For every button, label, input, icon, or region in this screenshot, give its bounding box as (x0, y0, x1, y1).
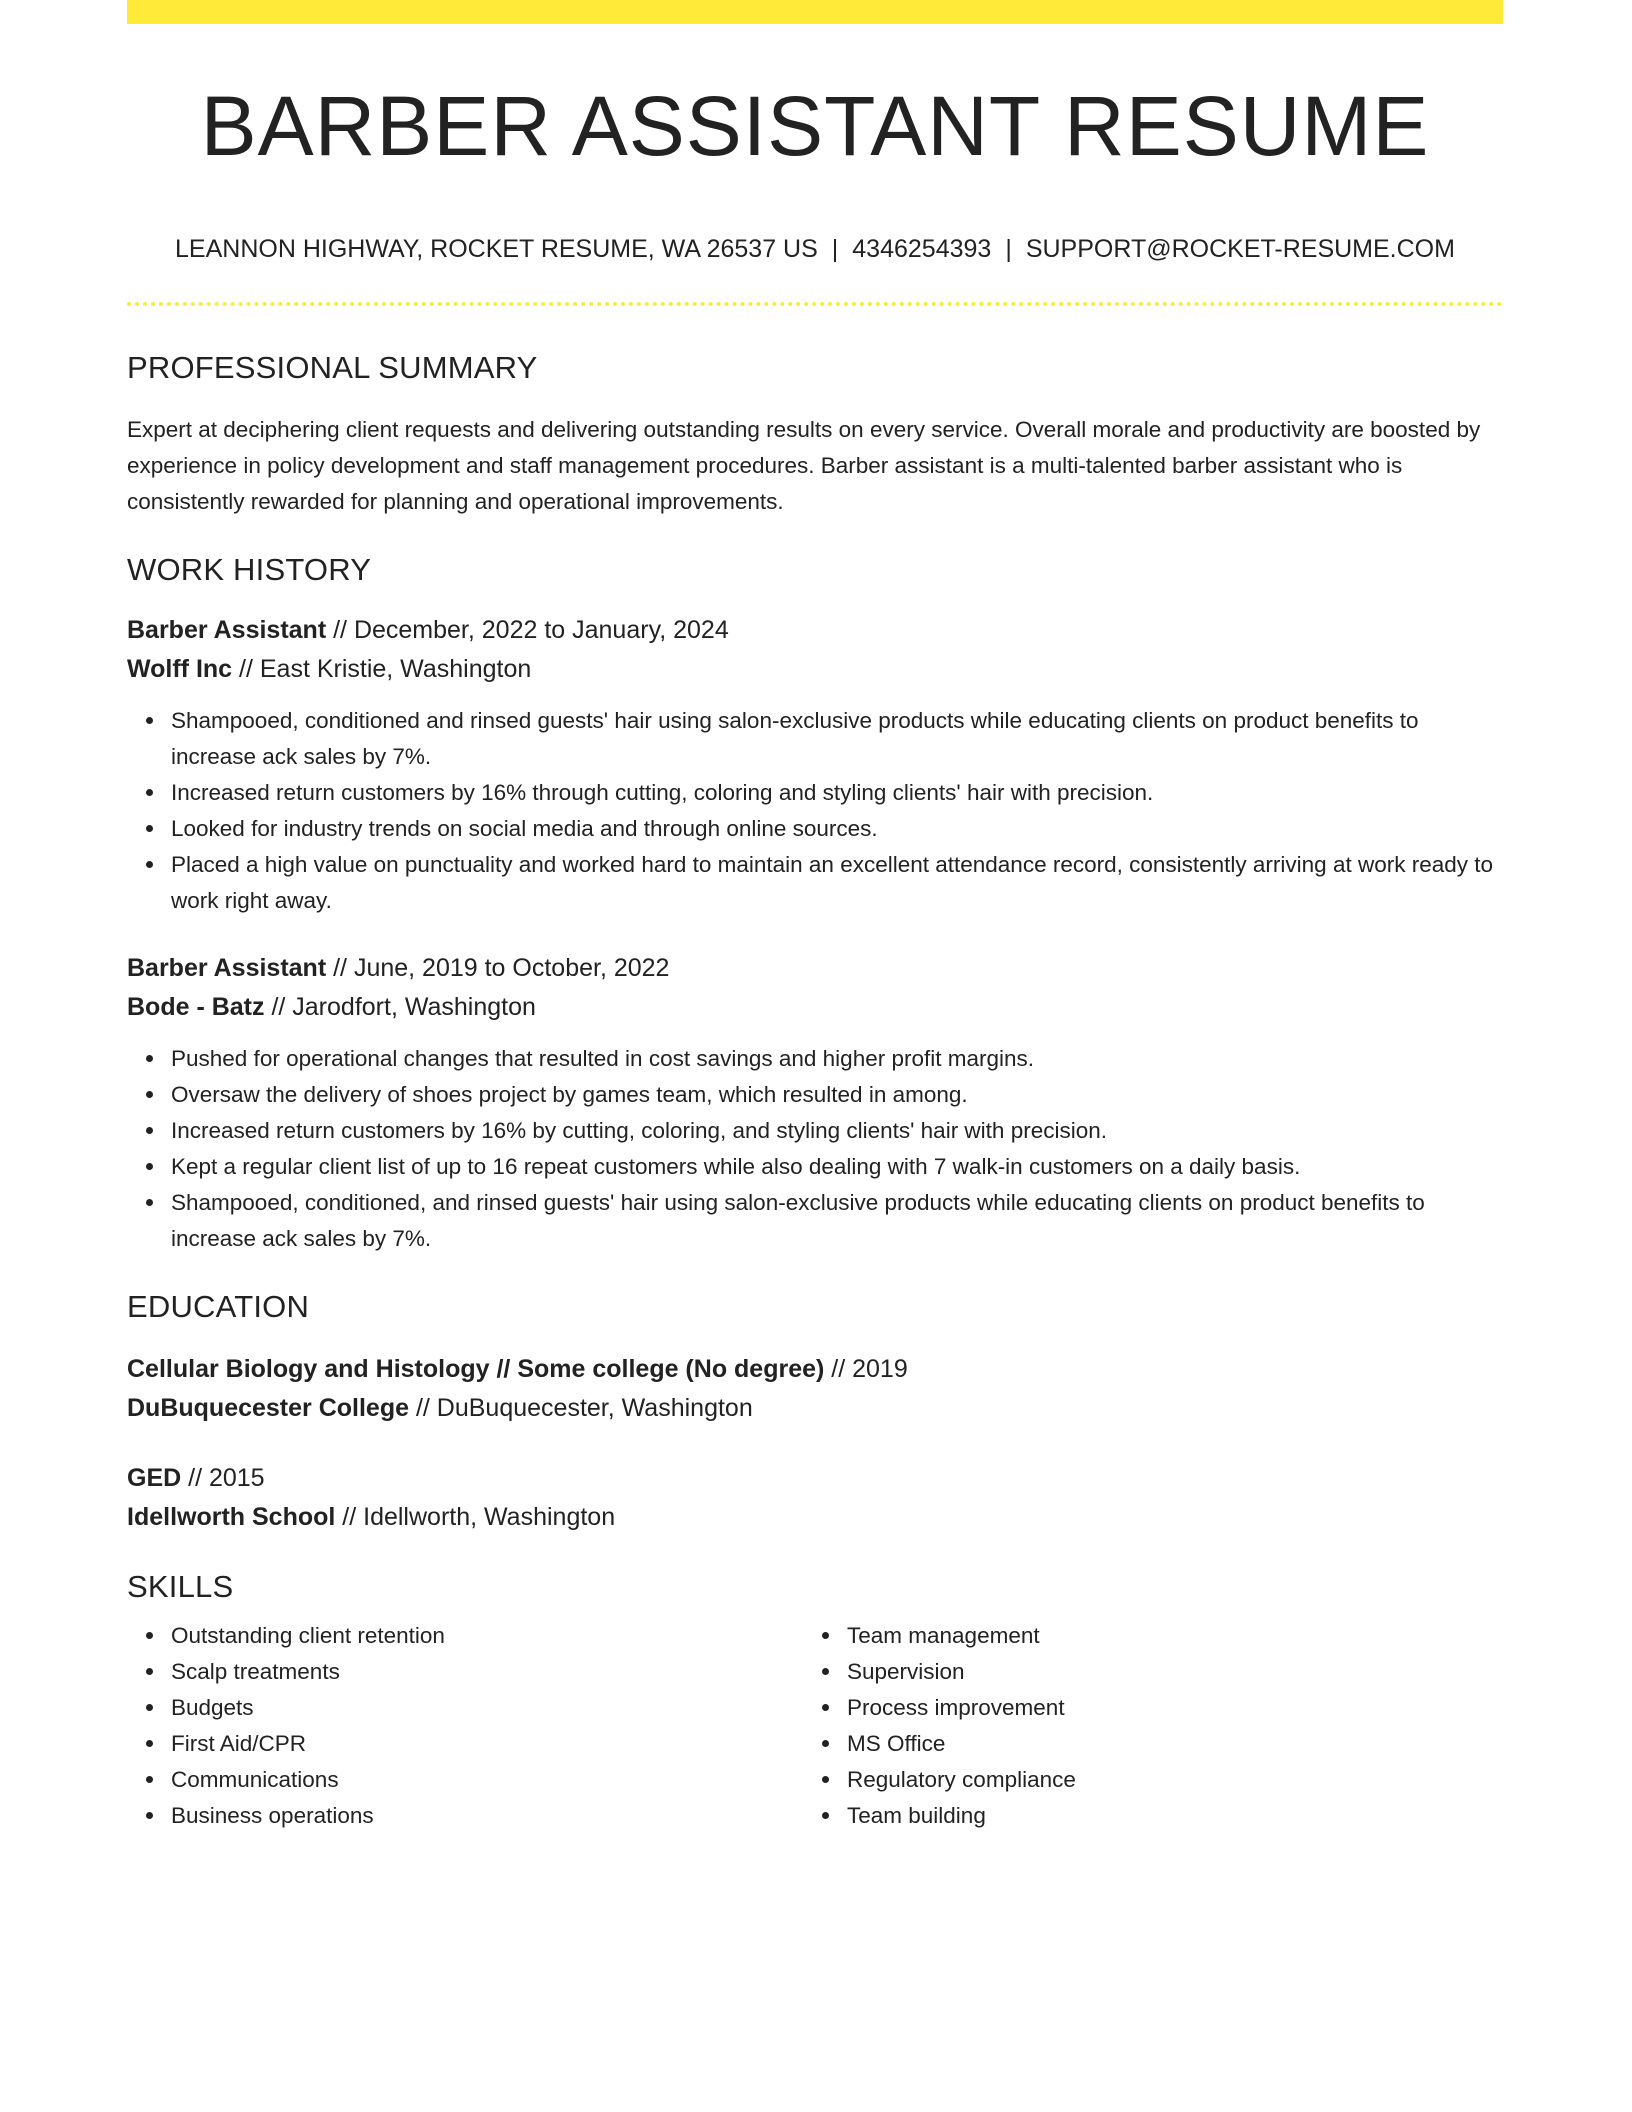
skill-item: Business operations (171, 1798, 803, 1834)
resume-title: BARBER ASSISTANT RESUME (200, 79, 1430, 173)
education-degree-line (127, 1459, 1503, 1498)
job-location: // East Kristie, Washington (232, 655, 532, 683)
list-item: Pushed for operational changes that resulted in cost savings and higher profit margins. (171, 1041, 1503, 1077)
education-entry (127, 1350, 1503, 1428)
skill-item: Outstanding client retention (171, 1618, 803, 1654)
contact-phone: 4346254393 (852, 235, 992, 263)
contact-email: SUPPORT@ROCKET-RESUME.COM (1025, 235, 1455, 263)
job-bullets (127, 703, 1503, 919)
job-dates: // June, 2019 to October, 2022 (326, 954, 670, 982)
skill-item: Supervision (847, 1654, 1503, 1690)
education-heading: EDUCATION (127, 1289, 310, 1324)
skill-item: Communications (171, 1762, 803, 1798)
skill-item: Regulatory compliance (847, 1762, 1503, 1798)
summary-heading: PROFESSIONAL SUMMARY (127, 350, 538, 385)
job-title-line (127, 949, 1503, 988)
skills-heading: SKILLS (127, 1569, 234, 1604)
skills-list-left (127, 1618, 803, 1834)
job-location: // Jarodfort, Washington (264, 993, 536, 1021)
job-dates: // December, 2022 to January, 2024 (326, 616, 729, 644)
job-bullets (127, 1041, 1503, 1257)
list-item: Increased return customers by 16% through cutting, coloring and styling clients' hair with precision. (171, 775, 1503, 811)
skill-item: Team management (847, 1618, 1503, 1654)
skills-section (127, 1571, 1503, 1834)
skills-column-right (803, 1618, 1503, 1834)
list-item: Shampooed, conditioned, and rinsed guests' hair using salon-exclusive products while educating clients on product benefits to increase ack sales by 7%. (171, 1185, 1503, 1257)
education-school-line (127, 1389, 1503, 1428)
list-item: Oversaw the delivery of shoes project by games team, which resulted in among. (171, 1077, 1503, 1113)
list-item: Looked for industry trends on social media and through online sources. (171, 811, 1503, 847)
job-title-line (127, 611, 1503, 650)
skill-item: Process improvement (847, 1690, 1503, 1726)
skills-list-right (803, 1618, 1503, 1834)
job-company: Bode - Batz (127, 993, 265, 1021)
education-location: // DuBuquecester, Washington (409, 1394, 753, 1422)
education-year: // 2019 (824, 1355, 908, 1383)
skills-grid (127, 1618, 1503, 1834)
education-degree-line (127, 1350, 1503, 1389)
contact-separator: | (1005, 235, 1012, 263)
job-role: Barber Assistant (127, 616, 327, 644)
work-history-section (127, 554, 1503, 1257)
education-section (127, 1291, 1503, 1537)
summary-text: Expert at deciphering client requests and delivering outstanding results on every service. Overall morale and productivity are boosted by experience in policy development and staff management procedures. Barber assistant is a multi-talented barber assistant who is consistently rewarded for planning and operational improvements. (127, 417, 1481, 514)
education-school: Idellworth School (127, 1503, 336, 1531)
skills-column-left (127, 1618, 803, 1834)
education-year: // 2015 (181, 1464, 265, 1492)
job-company-line (127, 650, 1503, 689)
contact-address: LEANNON HIGHWAY, ROCKET RESUME, WA 26537 US (175, 235, 818, 263)
job-company-line (127, 988, 1503, 1027)
work-history-heading: WORK HISTORY (127, 552, 372, 587)
skill-item: First Aid/CPR (171, 1726, 803, 1762)
education-school: DuBuquecester College (127, 1394, 410, 1422)
education-degree: GED (127, 1464, 182, 1492)
education-degree: Cellular Biology and Histology // Some college (No degree) (127, 1355, 825, 1383)
resume-page (127, 0, 1503, 1834)
list-item: Kept a regular client list of up to 16 repeat customers while also dealing with 7 walk-in customers on a daily basis. (171, 1149, 1503, 1185)
skill-item: Team building (847, 1798, 1503, 1834)
skill-item: Scalp treatments (171, 1654, 803, 1690)
contact-line (127, 237, 1503, 262)
job-role: Barber Assistant (127, 954, 327, 982)
education-location: // Idellworth, Washington (335, 1503, 616, 1531)
list-item: Shampooed, conditioned and rinsed guests' hair using salon-exclusive products while educating clients on product benefits to increase ack sales by 7%. (171, 703, 1503, 775)
dotted-divider (127, 302, 1503, 306)
job-entry (127, 949, 1503, 1257)
job-company: Wolff Inc (127, 655, 233, 683)
contact-separator: | (831, 235, 839, 263)
summary-section (127, 352, 1503, 520)
education-school-line (127, 1498, 1503, 1537)
education-entry (127, 1459, 1503, 1537)
skill-item: Budgets (171, 1690, 803, 1726)
list-item: Increased return customers by 16% by cutting, coloring, and styling clients' hair with precision. (171, 1113, 1503, 1149)
skill-item: MS Office (847, 1726, 1503, 1762)
job-entry (127, 611, 1503, 919)
top-accent-bar (127, 0, 1503, 24)
list-item: Placed a high value on punctuality and worked hard to maintain an excellent attendance record, consistently arriving at work ready to work right away. (171, 847, 1503, 919)
